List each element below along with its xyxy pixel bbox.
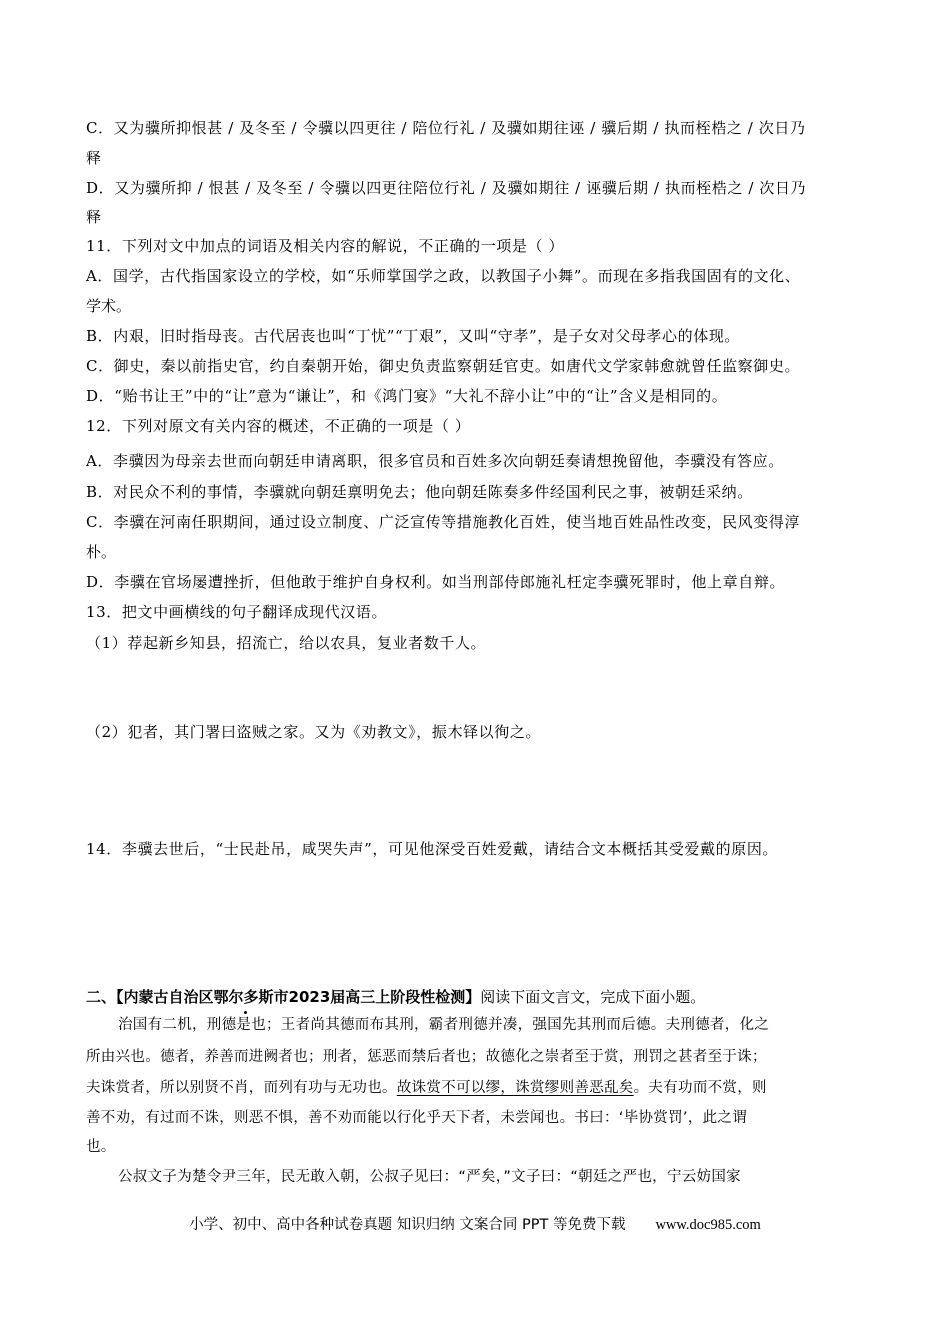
q10-option-d-line1: D．又为骥所抑 / 恨甚 / 及冬至 / 令骥以四更往陪位行礼 / 及骥如期往 / 诬骥后期 / 执而桎梏之 / 次日乃 xyxy=(86,179,807,197)
q13-item-2: （2）犯者，其门署曰盗贼之家。又为《劝教文》，振木铎以徇之。 xyxy=(86,723,542,741)
passage-p1-line3-pre: 夫诛赏者，所以别贤不肖，而列有功与无功也。 xyxy=(86,1080,397,1096)
q12-option-c-line2: 朴。 xyxy=(86,543,117,561)
passage-p1-line2: 所由兴也。德者，养善而进阙者也；刑者，惩恶而禁后者也；故德化之崇者至于赏，刑罚之甚者至于诛； xyxy=(86,1049,767,1065)
q10-option-c-line2: 释 xyxy=(86,149,102,167)
passage-p2-line1: 公叔文子为楚令尹三年，民无敢入朝，公叔子见曰：“严矣，”文子曰：“朝廷之严也，宁云妨国家 xyxy=(118,1169,741,1185)
section-heading xyxy=(86,987,705,1007)
q11-option-a-line1: A．国学，古代指国家设立的学校，如“乐师掌国学之政，以教国子小舞”。而现在多指我国固有的文化、 xyxy=(86,267,801,285)
q11-option-a-line2: 学术。 xyxy=(86,297,132,315)
q11-option-d: D．“贻书让王”中的“让”意为“谦让”，和《鸿门宴》“大礼不辞小让”中的“让”含义是相同的。 xyxy=(86,387,728,405)
passage-p1-line5: 也。 xyxy=(86,1139,116,1155)
q12-option-b: B．对民众不利的事情，李骥就向朝廷禀明免去；他向朝廷陈奏多件经国利民之事，被朝廷采纳。 xyxy=(86,483,753,501)
q13-item-1: （1）荐起新乡知县，招流亡，给以农具，复业者数千人。 xyxy=(86,634,487,652)
q10-option-d-line2: 释 xyxy=(86,208,102,226)
passage-p1-line1: 治国有二机，刑德是也；王者尚其德而布其刑，霸者刑德并凑，强国先其刑而后德。夫刑德者，化之 xyxy=(118,1017,770,1033)
emphasis-dot xyxy=(244,1011,247,1014)
q11-option-b: B．内艰，旧时指母丧。古代居丧也叫“丁忧”“丁艰”，又叫“守孝”，是子女对父母孝心的体现。 xyxy=(86,327,741,345)
q10-option-c-line1: C．又为骥所抑恨甚 / 及冬至 / 令骥以四更往 / 陪位行礼 / 及骥如期往诬 / 骥后期 / 执而桎梏之 / 次日乃 xyxy=(86,119,806,137)
q12-option-d: D．李骥在官场屡遭挫折，但他敢于维护自身权利。如当刑部侍郎施礼枉定李骥死罪时，他上章自辩。 xyxy=(86,573,786,591)
q12-option-a: A．李骥因为母亲去世而向朝廷申请离职，很多官员和百姓多次向朝廷奏请想挽留他，李骥没有答应。 xyxy=(86,452,784,470)
q11-stem: 11．下列对文中加点的词语及相关内容的解说，不正确的一项是（ ） xyxy=(86,237,565,255)
q11-option-c: C．御史，秦以前指史官，约自秦朝开始，御史负责监察朝廷官吏。如唐代文学家韩愈就曾任监察御史。 xyxy=(86,357,801,375)
footer-url[interactable]: www.doc985.com xyxy=(655,1217,761,1233)
footer-text: 小学、初中、高中各种试卷真题 知识归纳 文案合同 PPT 等免费下载 xyxy=(189,1217,626,1233)
page-footer xyxy=(0,1213,950,1234)
passage-p1-line4: 善不劝，有过而不诛，则恶不惧，善不劝而能以行化乎天下者，未尝闻也。书曰：‘毕协赏罚’，此之谓 xyxy=(86,1110,748,1126)
q14-stem: 14．李骥去世后，“士民赴吊，咸哭失声”，可见他深受百姓爱戴，请结合文本概括其受爱戴的原因。 xyxy=(86,840,779,858)
passage-p1-line3 xyxy=(86,1078,767,1098)
passage-p1-line3-post: 。夫有功而不赏，则 xyxy=(633,1080,767,1096)
passage-underlined-sentence: 故诛赏不可以缪，诛赏缪则善恶乱矣 xyxy=(396,1080,634,1096)
section-number: 二、 xyxy=(86,988,117,1006)
q13-stem: 13．把文中画横线的句子翻译成现代汉语。 xyxy=(86,603,388,621)
section-instruction: 阅读下面文言文，完成下面小题。 xyxy=(480,988,706,1006)
q12-option-c-line1: C．李骥在河南任职期间，通过设立制度、广泛宣传等措施教化百姓，使当地百姓品性改变，民风变得淳 xyxy=(86,513,801,531)
section-source: 【内蒙古自治区鄂尔多斯市2023届高三上阶段性检测】 xyxy=(116,988,481,1006)
q12-stem: 12．下列对原文有关内容的概述，不正确的一项是（ ） xyxy=(86,417,471,435)
